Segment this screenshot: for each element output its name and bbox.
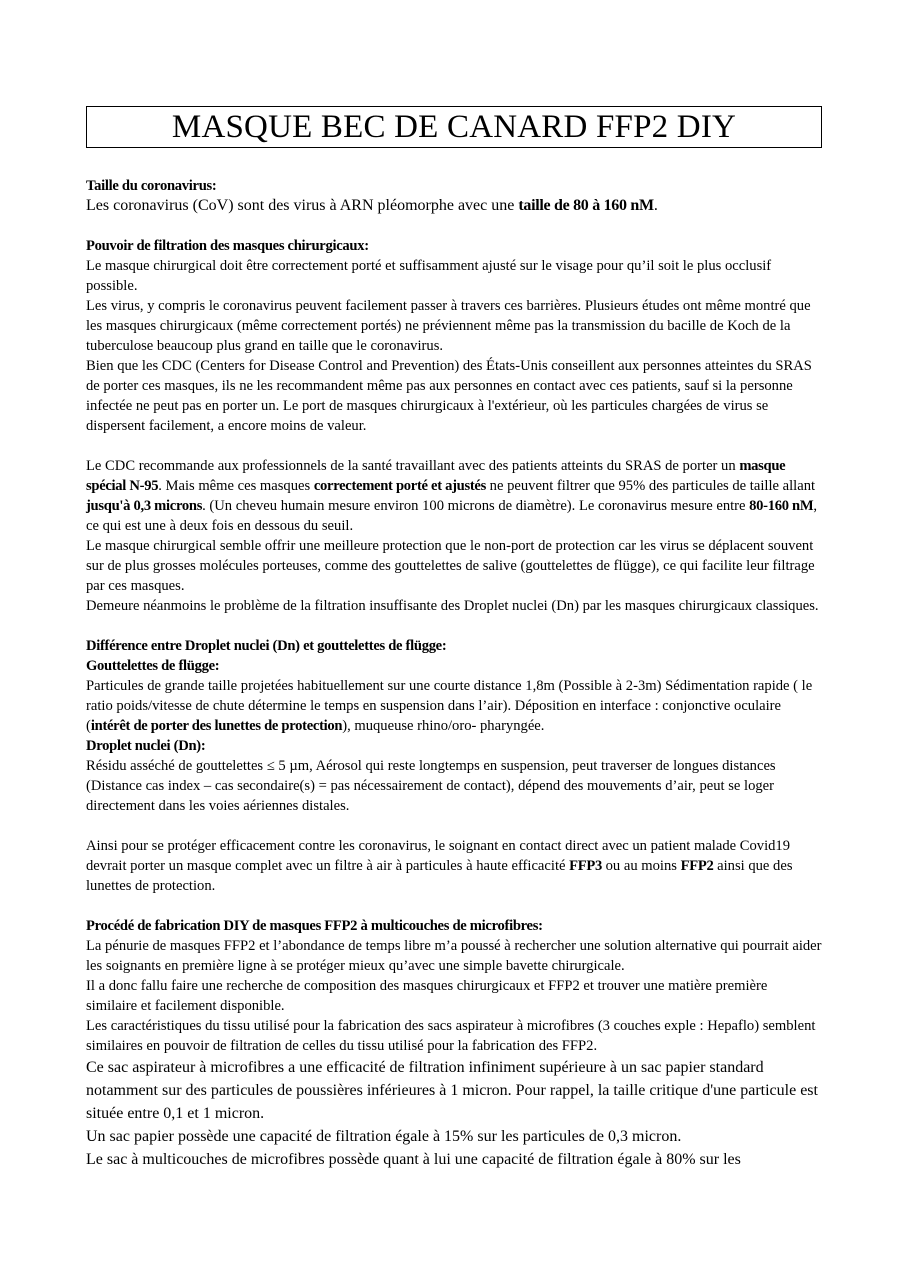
paragraph: Les virus, y compris le coronavirus peuvent facilement passer à travers ces barrières. Plusieurs études ont même montré que les masques chirurgicaux (même correctement portés) ne préviennent même pas la transmission du bacille de Koch de la tuberculose beaucoup plus grand en taille que le coronavirus. (86, 298, 811, 354)
paragraph-coronavirus-size (86, 196, 822, 216)
paragraph: Un sac papier possède une capacité de filtration égale à 15% sur les particules de 0,3 micron. (86, 1128, 682, 1145)
bold-text: FFP3 (569, 858, 602, 874)
text: . (653, 197, 658, 214)
bold-text: intérêt de porter des lunettes de protection (90, 718, 343, 734)
spacer (86, 816, 822, 836)
paragraph-protection (86, 836, 822, 896)
heading-diy-process: Procédé de fabrication DIY de masques FFP2 à multicouches de microfibres: (86, 918, 543, 934)
subheading-flugge: Gouttelettes de flügge: (86, 658, 220, 674)
spacer (86, 616, 822, 636)
spacer (86, 436, 822, 456)
paragraph: Les caractéristiques du tissu utilisé pour la fabrication des sacs aspirateur à microfibres (3 couches exple : Hepaflo) semblent similaires en pouvoir de filtration de celles du tissu utilisé pour la fabrication des FFP2. (86, 1018, 816, 1054)
paragraph: Le masque chirurgical doit être correctement porté et suffisamment ajusté sur le visage pour qu’il soit le plus occlusif possible. (86, 258, 772, 294)
document-body (86, 176, 822, 1171)
spacer (86, 216, 822, 236)
text: Le CDC recommande aux professionnels de la santé travaillant avec des patients atteints du SRAS de porter un (86, 458, 740, 474)
text: Ainsi pour se protéger efficacement contre les coronavirus, le soignant en contact direct avec un patient malade Covid19 devrait porter un masque complet avec un filtre à air à particules à haute efficacité (86, 838, 791, 874)
text: Particules de grande taille projetées habituellement sur une courte distance 1,8m (Possible à 2-3m) Sédimentation rapide ( le ratio poids/vitesse de chute détermine le temps en suspension dans l’air). Déposition en interface : conjonctive oculaire ( (86, 678, 813, 734)
heading-coronavirus-size: Taille du coronavirus: (86, 178, 217, 194)
text: . (Un cheveu humain mesure environ 100 microns de diamètre). Le coronavirus mesure entre (202, 498, 750, 514)
paragraph-flugge (86, 676, 822, 736)
paragraph: Ce sac aspirateur à microfibres a une efficacité de filtration infiniment supérieure à un sac papier standard notamment sur des particules de poussières inférieures à 1 micron. Pour rappel, la taille critique d'une particule est située entre 0,1 et 1 micron. (86, 1059, 818, 1122)
heading-surgical-mask-filtration: Pouvoir de filtration des masques chirurgicaux: (86, 238, 369, 254)
title-box (86, 106, 822, 148)
text: , ce qui est une à deux fois en dessous du seuil. (86, 498, 817, 534)
document-title: MASQUE BEC DE CANARD FFP2 DIY (171, 108, 737, 145)
paragraph: Il a donc fallu faire une recherche de composition des masques chirurgicaux et FFP2 et trouver une matière première similaire et facilement disponible. (86, 978, 768, 1014)
text: ), muqueuse rhino/oro- pharyngée. (342, 718, 545, 734)
paragraph-cdc-n95 (86, 456, 822, 536)
paragraph: Bien que les CDC (Centers for Disease Control and Prevention) des États-Unis conseillent aux personnes atteintes du SRAS de porter ces masques, ils ne les recommandent même pas aux personnes en contact avec ces patients, sauf si la personne infectée ne peut pas en porter un. Le port de masques chirurgicaux à l'extérieur, où les particules chargées de virus se dispersent facilement, a encore moins de valeur. (86, 358, 812, 434)
paragraph: Le sac à multicouches de microfibres possède quant à lui une capacité de filtration égale à 80% sur les (86, 1151, 741, 1168)
paragraph-droplet-nuclei: Résidu asséché de gouttelettes ≤ 5 µm, Aérosol qui reste longtemps en suspension, peut traverser de longues distances (Distance cas index – cas secondaire(s) = pas nécessairement de contact), dépend des mouvements d’air, peut se loger directement dans les voies aériennes distales. (86, 758, 776, 814)
bold-text: taille de 80 à 160 nM (518, 197, 654, 214)
subheading-droplet-nuclei: Droplet nuclei (Dn): (86, 738, 206, 754)
text: ne peuvent filtrer que 95% des particules de taille allant (486, 478, 816, 494)
bold-text: jusqu'à 0,3 microns (86, 498, 203, 514)
bold-text: masque spécial N-95 (86, 458, 786, 494)
paragraph: La pénurie de masques FFP2 et l’abondance de temps libre m’a poussé à rechercher une solution alternative qui pourrait aider les soignants en première ligne à se protéger mieux qu’avec une simple bavette chirurgicale. (86, 938, 822, 974)
bold-text: FFP2 (680, 858, 714, 874)
bold-text: 80-160 nM (749, 498, 814, 514)
paragraph: Le masque chirurgical semble offrir une meilleure protection que le non-port de protection car les virus se déplacent souvent sur de plus grosses molécules porteuses, comme des gouttelettes de salive (gouttelettes de flügge), ce qui facilite leur filtrage par ces masques. (86, 538, 815, 594)
text: ainsi que des lunettes de protection. (86, 858, 793, 894)
document-page (86, 106, 822, 1171)
spacer (86, 896, 822, 916)
heading-droplet-difference: Différence entre Droplet nuclei (Dn) et gouttelettes de flügge: (86, 638, 447, 654)
text: . Mais même ces masques (158, 478, 314, 494)
text: Les coronavirus (CoV) sont des virus à ARN pléomorphe avec une (86, 197, 519, 214)
paragraph: Demeure néanmoins le problème de la filtration insuffisante des Droplet nuclei (Dn) par les masques chirurgicaux classiques. (86, 598, 819, 614)
text: ou au moins (601, 858, 681, 874)
bold-text: correctement porté et ajustés (313, 478, 486, 494)
